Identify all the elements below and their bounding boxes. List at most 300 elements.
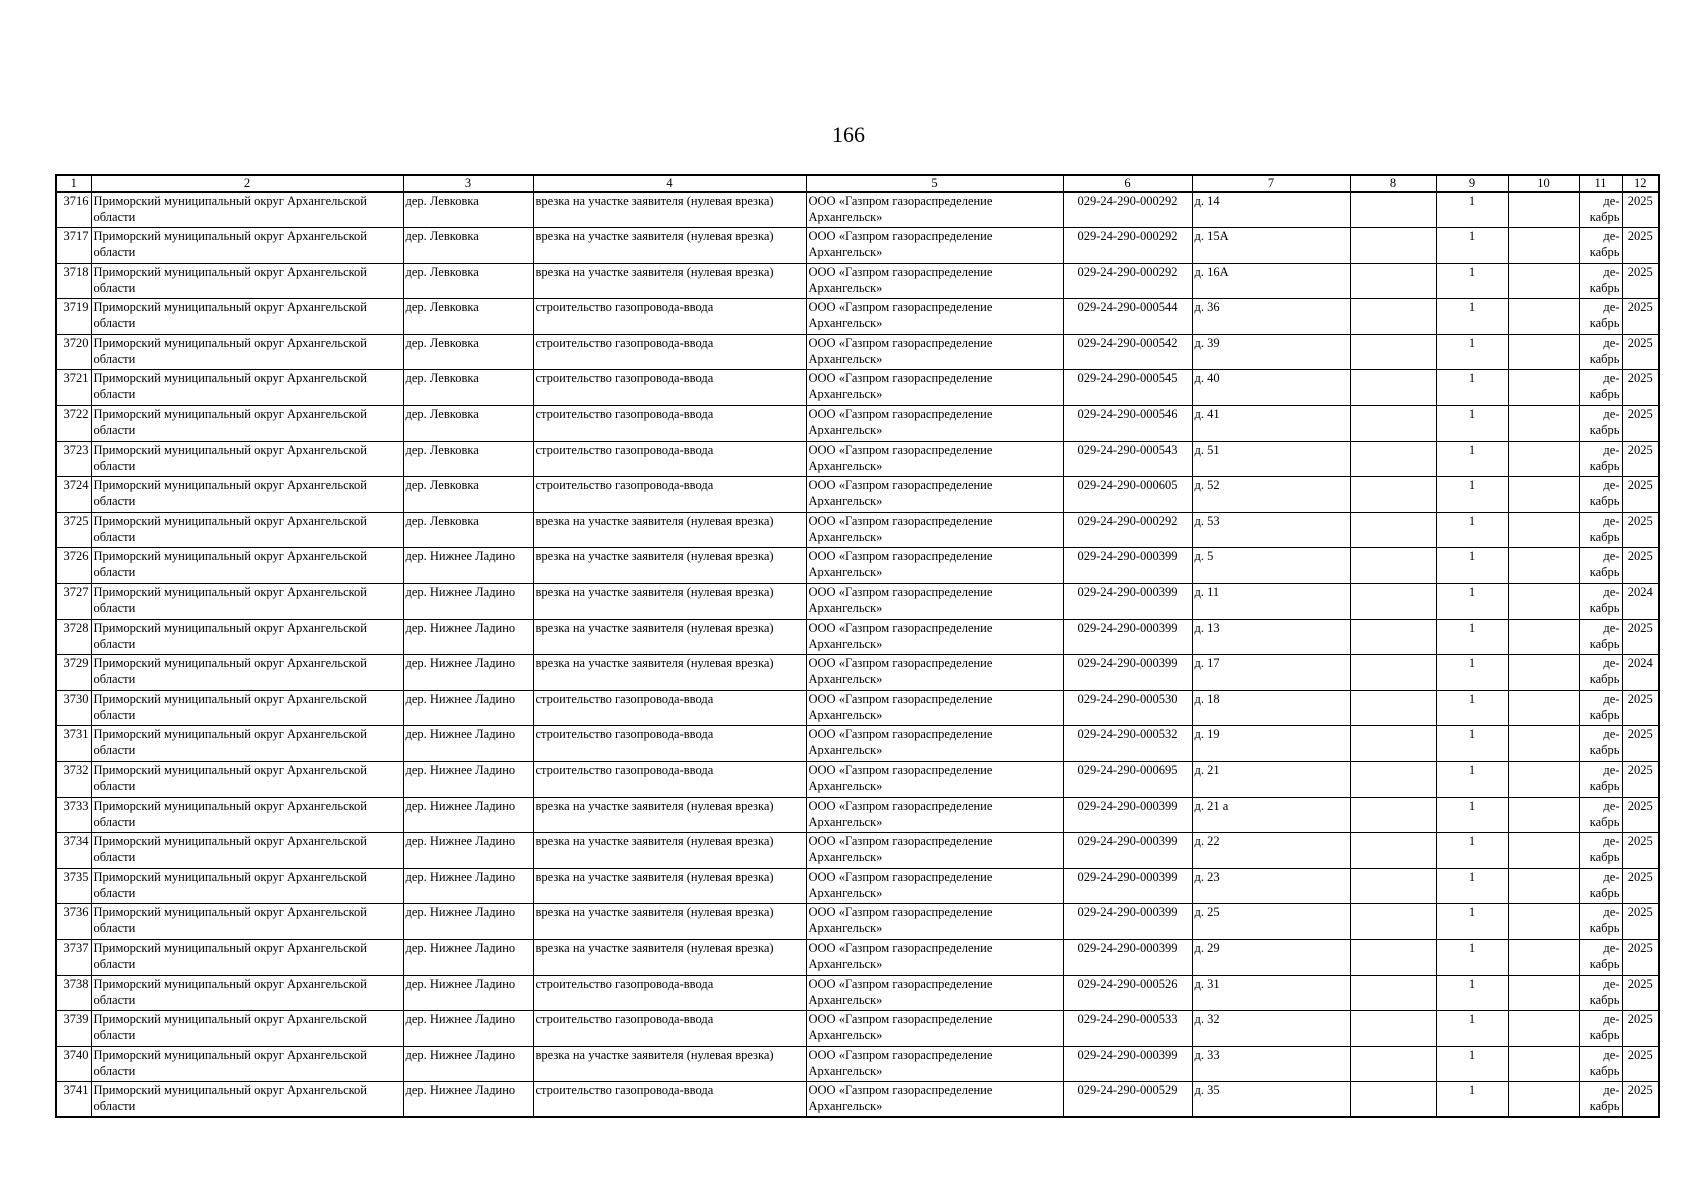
district-cell: Приморский муниципальный округ Архангельской области [91,263,403,299]
settlement-cell: дер. Нижнее Ладино [403,762,533,798]
empty-cell [1508,512,1579,548]
count-cell: 1 [1436,690,1508,726]
organization-cell: ООО «Газпром газораспределение Архангельск» [806,619,1063,655]
count-cell: 1 [1436,512,1508,548]
row-number: 3738 [56,975,91,1011]
organization-cell: ООО «Газпром газораспределение Архангельск» [806,690,1063,726]
table-row [56,370,1659,406]
month-cell: де-кабрь [1579,512,1622,548]
work-type-cell: строительство газопровода-ввода [533,762,806,798]
house-cell: д. 18 [1192,690,1350,726]
organization-cell: ООО «Газпром газораспределение Архангельск» [806,1046,1063,1082]
district-cell: Приморский муниципальный округ Архангельской области [91,228,403,264]
count-cell: 1 [1436,619,1508,655]
year-cell: 2025 [1622,1011,1659,1047]
empty-cell [1350,1011,1436,1047]
settlement-cell: дер. Левковка [403,477,533,513]
work-type-cell: врезка на участке заявителя (нулевая врезка) [533,192,806,228]
settlement-cell: дер. Нижнее Ладино [403,584,533,620]
organization-cell: ООО «Газпром газораспределение Архангельск» [806,299,1063,335]
project-code-cell: 029-24-290-000533 [1063,1011,1192,1047]
work-type-cell: строительство газопровода-ввода [533,1082,806,1118]
empty-cell [1508,477,1579,513]
month-cell: де-кабрь [1579,548,1622,584]
house-cell: д. 13 [1192,619,1350,655]
settlement-cell: дер. Нижнее Ладино [403,1046,533,1082]
project-code-cell: 029-24-290-000399 [1063,904,1192,940]
year-cell: 2025 [1622,904,1659,940]
column-header: 10 [1508,175,1579,192]
count-cell: 1 [1436,192,1508,228]
house-cell: д. 17 [1192,655,1350,691]
work-type-cell: врезка на участке заявителя (нулевая врезка) [533,548,806,584]
table-body [56,192,1659,1117]
empty-cell [1350,441,1436,477]
empty-cell [1508,299,1579,335]
district-cell: Приморский муниципальный округ Архангельской области [91,1011,403,1047]
count-cell: 1 [1436,797,1508,833]
month-cell: де-кабрь [1579,370,1622,406]
project-code-cell: 029-24-290-000529 [1063,1082,1192,1118]
house-cell: д. 41 [1192,406,1350,442]
year-cell: 2025 [1622,192,1659,228]
row-number: 3732 [56,762,91,798]
empty-cell [1508,334,1579,370]
organization-cell: ООО «Газпром газораспределение Архангельск» [806,762,1063,798]
empty-cell [1508,584,1579,620]
row-number: 3729 [56,655,91,691]
house-cell: д. 19 [1192,726,1350,762]
table-row [56,1011,1659,1047]
month-cell: де-кабрь [1579,655,1622,691]
work-type-cell: врезка на участке заявителя (нулевая врезка) [533,904,806,940]
project-code-cell: 029-24-290-000546 [1063,406,1192,442]
project-code-cell: 029-24-290-000399 [1063,1046,1192,1082]
district-cell: Приморский муниципальный округ Архангельской области [91,690,403,726]
year-cell: 2025 [1622,868,1659,904]
project-code-cell: 029-24-290-000399 [1063,619,1192,655]
count-cell: 1 [1436,904,1508,940]
column-header: 11 [1579,175,1622,192]
count-cell: 1 [1436,833,1508,869]
month-cell: де-кабрь [1579,797,1622,833]
register-table [55,174,1660,1118]
district-cell: Приморский муниципальный округ Архангельской области [91,334,403,370]
project-code-cell: 029-24-290-000399 [1063,939,1192,975]
house-cell: д. 51 [1192,441,1350,477]
house-cell: д. 21 [1192,762,1350,798]
empty-cell [1350,548,1436,584]
month-cell: де-кабрь [1579,762,1622,798]
settlement-cell: дер. Левковка [403,441,533,477]
house-cell: д. 5 [1192,548,1350,584]
month-cell: де-кабрь [1579,334,1622,370]
empty-cell [1350,833,1436,869]
project-code-cell: 029-24-290-000695 [1063,762,1192,798]
district-cell: Приморский муниципальный округ Архангельской области [91,975,403,1011]
empty-cell [1350,228,1436,264]
table-row [56,975,1659,1011]
district-cell: Приморский муниципальный округ Архангельской области [91,512,403,548]
organization-cell: ООО «Газпром газораспределение Архангельск» [806,1011,1063,1047]
project-code-cell: 029-24-290-000292 [1063,228,1192,264]
count-cell: 1 [1436,1011,1508,1047]
empty-cell [1350,584,1436,620]
house-cell: д. 22 [1192,833,1350,869]
row-number: 3725 [56,512,91,548]
row-number: 3741 [56,1082,91,1118]
page-number: 166 [832,122,865,147]
work-type-cell: врезка на участке заявителя (нулевая врезка) [533,833,806,869]
settlement-cell: дер. Нижнее Ладино [403,690,533,726]
empty-cell [1350,299,1436,335]
empty-cell [1508,975,1579,1011]
table-row [56,441,1659,477]
row-number: 3722 [56,406,91,442]
count-cell: 1 [1436,939,1508,975]
empty-cell [1508,441,1579,477]
district-cell: Приморский муниципальный округ Архангельской области [91,548,403,584]
district-cell: Приморский муниципальный округ Архангельской области [91,370,403,406]
settlement-cell: дер. Нижнее Ладино [403,1082,533,1118]
work-type-cell: строительство газопровода-ввода [533,406,806,442]
year-cell: 2025 [1622,975,1659,1011]
district-cell: Приморский муниципальный округ Архангельской области [91,1046,403,1082]
empty-cell [1508,548,1579,584]
settlement-cell: дер. Нижнее Ладино [403,726,533,762]
table-row [56,406,1659,442]
table-row [56,477,1659,513]
year-cell: 2025 [1622,548,1659,584]
organization-cell: ООО «Газпром газораспределение Архангельск» [806,406,1063,442]
column-header: 1 [56,175,91,192]
year-cell: 2025 [1622,334,1659,370]
empty-cell [1350,939,1436,975]
year-cell: 2025 [1622,1046,1659,1082]
house-cell: д. 36 [1192,299,1350,335]
house-cell: д. 52 [1192,477,1350,513]
column-number-row [56,175,1659,192]
count-cell: 1 [1436,1082,1508,1118]
count-cell: 1 [1436,299,1508,335]
project-code-cell: 029-24-290-000526 [1063,975,1192,1011]
work-type-cell: строительство газопровода-ввода [533,1011,806,1047]
empty-cell [1350,655,1436,691]
count-cell: 1 [1436,228,1508,264]
project-code-cell: 029-24-290-000399 [1063,797,1192,833]
empty-cell [1508,690,1579,726]
month-cell: де-кабрь [1579,939,1622,975]
year-cell: 2025 [1622,762,1659,798]
project-code-cell: 029-24-290-000399 [1063,548,1192,584]
row-number: 3723 [56,441,91,477]
district-cell: Приморский муниципальный округ Архангельской области [91,726,403,762]
count-cell: 1 [1436,868,1508,904]
year-cell: 2025 [1622,690,1659,726]
district-cell: Приморский муниципальный округ Архангельской области [91,192,403,228]
year-cell: 2025 [1622,726,1659,762]
district-cell: Приморский муниципальный округ Архангельской области [91,477,403,513]
empty-cell [1350,690,1436,726]
work-type-cell: врезка на участке заявителя (нулевая врезка) [533,584,806,620]
year-cell: 2025 [1622,441,1659,477]
house-cell: д. 40 [1192,370,1350,406]
year-cell: 2025 [1622,299,1659,335]
table-row [56,655,1659,691]
count-cell: 1 [1436,548,1508,584]
settlement-cell: дер. Нижнее Ладино [403,975,533,1011]
empty-cell [1508,406,1579,442]
table-row [56,192,1659,228]
organization-cell: ООО «Газпром газораспределение Архангельск» [806,228,1063,264]
table-row [56,584,1659,620]
house-cell: д. 39 [1192,334,1350,370]
settlement-cell: дер. Левковка [403,406,533,442]
column-header: 2 [91,175,403,192]
empty-cell [1508,1082,1579,1118]
project-code-cell: 029-24-290-000292 [1063,512,1192,548]
empty-cell [1508,192,1579,228]
empty-cell [1508,263,1579,299]
empty-cell [1350,762,1436,798]
month-cell: де-кабрь [1579,299,1622,335]
table-row [56,619,1659,655]
month-cell: де-кабрь [1579,263,1622,299]
column-header: 7 [1192,175,1350,192]
project-code-cell: 029-24-290-000543 [1063,441,1192,477]
organization-cell: ООО «Газпром газораспределение Архангельск» [806,334,1063,370]
count-cell: 1 [1436,441,1508,477]
row-number: 3718 [56,263,91,299]
row-number: 3740 [56,1046,91,1082]
house-cell: д. 33 [1192,1046,1350,1082]
row-number: 3728 [56,619,91,655]
empty-cell [1350,406,1436,442]
work-type-cell: врезка на участке заявителя (нулевая врезка) [533,939,806,975]
organization-cell: ООО «Газпром газораспределение Архангельск» [806,370,1063,406]
project-code-cell: 029-24-290-000399 [1063,655,1192,691]
count-cell: 1 [1436,1046,1508,1082]
organization-cell: ООО «Газпром газораспределение Архангельск» [806,263,1063,299]
project-code-cell: 029-24-290-000399 [1063,833,1192,869]
settlement-cell: дер. Левковка [403,263,533,299]
table-row [56,299,1659,335]
empty-cell [1350,1046,1436,1082]
column-header: 4 [533,175,806,192]
house-cell: д. 15А [1192,228,1350,264]
month-cell: де-кабрь [1579,833,1622,869]
work-type-cell: врезка на участке заявителя (нулевая врезка) [533,655,806,691]
empty-cell [1508,762,1579,798]
month-cell: де-кабрь [1579,975,1622,1011]
row-number: 3734 [56,833,91,869]
project-code-cell: 029-24-290-000545 [1063,370,1192,406]
district-cell: Приморский муниципальный округ Архангельской области [91,1082,403,1118]
project-code-cell: 029-24-290-000399 [1063,868,1192,904]
empty-cell [1350,512,1436,548]
row-number: 3733 [56,797,91,833]
district-cell: Приморский муниципальный округ Архангельской области [91,655,403,691]
count-cell: 1 [1436,263,1508,299]
settlement-cell: дер. Левковка [403,299,533,335]
table-row [56,334,1659,370]
year-cell: 2025 [1622,619,1659,655]
house-cell: д. 53 [1192,512,1350,548]
count-cell: 1 [1436,975,1508,1011]
row-number: 3727 [56,584,91,620]
empty-cell [1350,334,1436,370]
organization-cell: ООО «Газпром газораспределение Архангельск» [806,655,1063,691]
work-type-cell: строительство газопровода-ввода [533,299,806,335]
count-cell: 1 [1436,406,1508,442]
organization-cell: ООО «Газпром газораспределение Архангельск» [806,512,1063,548]
house-cell: д. 35 [1192,1082,1350,1118]
organization-cell: ООО «Газпром газораспределение Архангельск» [806,868,1063,904]
empty-cell [1350,904,1436,940]
work-type-cell: врезка на участке заявителя (нулевая врезка) [533,619,806,655]
table-row [56,1082,1659,1118]
empty-cell [1508,833,1579,869]
district-cell: Приморский муниципальный округ Архангельской области [91,762,403,798]
count-cell: 1 [1436,762,1508,798]
row-number: 3739 [56,1011,91,1047]
settlement-cell: дер. Нижнее Ладино [403,868,533,904]
project-code-cell: 029-24-290-000399 [1063,584,1192,620]
year-cell: 2025 [1622,939,1659,975]
work-type-cell: строительство газопровода-ввода [533,726,806,762]
row-number: 3735 [56,868,91,904]
empty-cell [1508,904,1579,940]
house-cell: д. 23 [1192,868,1350,904]
empty-cell [1508,619,1579,655]
month-cell: де-кабрь [1579,726,1622,762]
work-type-cell: врезка на участке заявителя (нулевая врезка) [533,512,806,548]
house-cell: д. 21 а [1192,797,1350,833]
work-type-cell: врезка на участке заявителя (нулевая врезка) [533,868,806,904]
year-cell: 2025 [1622,1082,1659,1118]
project-code-cell: 029-24-290-000542 [1063,334,1192,370]
district-cell: Приморский муниципальный округ Архангельской области [91,619,403,655]
district-cell: Приморский муниципальный округ Архангельской области [91,299,403,335]
district-cell: Приморский муниципальный округ Архангельской области [91,868,403,904]
table-row [56,690,1659,726]
organization-cell: ООО «Газпром газораспределение Архангельск» [806,1082,1063,1118]
district-cell: Приморский муниципальный округ Архангельской области [91,406,403,442]
empty-cell [1508,228,1579,264]
organization-cell: ООО «Газпром газораспределение Архангельск» [806,548,1063,584]
settlement-cell: дер. Нижнее Ладино [403,797,533,833]
organization-cell: ООО «Газпром газораспределение Архангельск» [806,833,1063,869]
row-number: 3726 [56,548,91,584]
organization-cell: ООО «Газпром газораспределение Архангельск» [806,975,1063,1011]
settlement-cell: дер. Нижнее Ладино [403,939,533,975]
settlement-cell: дер. Нижнее Ладино [403,833,533,869]
column-header: 12 [1622,175,1659,192]
count-cell: 1 [1436,584,1508,620]
row-number: 3716 [56,192,91,228]
organization-cell: ООО «Газпром газораспределение Архангельск» [806,441,1063,477]
empty-cell [1350,975,1436,1011]
count-cell: 1 [1436,477,1508,513]
district-cell: Приморский муниципальный округ Архангельской области [91,904,403,940]
row-number: 3720 [56,334,91,370]
settlement-cell: дер. Левковка [403,370,533,406]
month-cell: де-кабрь [1579,690,1622,726]
empty-cell [1508,1011,1579,1047]
house-cell: д. 31 [1192,975,1350,1011]
year-cell: 2025 [1622,406,1659,442]
month-cell: де-кабрь [1579,1046,1622,1082]
row-number: 3731 [56,726,91,762]
house-cell: д. 16А [1192,263,1350,299]
settlement-cell: дер. Нижнее Ладино [403,619,533,655]
month-cell: де-кабрь [1579,477,1622,513]
empty-cell [1350,477,1436,513]
row-number: 3717 [56,228,91,264]
month-cell: де-кабрь [1579,1082,1622,1118]
column-header: 8 [1350,175,1436,192]
year-cell: 2025 [1622,228,1659,264]
month-cell: де-кабрь [1579,904,1622,940]
table-row [56,1046,1659,1082]
house-cell: д. 14 [1192,192,1350,228]
settlement-cell: дер. Левковка [403,228,533,264]
house-cell: д. 29 [1192,939,1350,975]
year-cell: 2024 [1622,584,1659,620]
organization-cell: ООО «Газпром газораспределение Архангельск» [806,192,1063,228]
district-cell: Приморский муниципальный округ Архангельской области [91,584,403,620]
empty-cell [1350,263,1436,299]
settlement-cell: дер. Нижнее Ладино [403,548,533,584]
work-type-cell: строительство газопровода-ввода [533,370,806,406]
house-cell: д. 32 [1192,1011,1350,1047]
table-row [56,512,1659,548]
project-code-cell: 029-24-290-000605 [1063,477,1192,513]
settlement-cell: дер. Левковка [403,192,533,228]
work-type-cell: строительство газопровода-ввода [533,975,806,1011]
work-type-cell: строительство газопровода-ввода [533,334,806,370]
empty-cell [1350,192,1436,228]
table-row [56,939,1659,975]
empty-cell [1508,655,1579,691]
district-cell: Приморский муниципальный округ Архангельской области [91,939,403,975]
district-cell: Приморский муниципальный округ Архангельской области [91,441,403,477]
table-row [56,762,1659,798]
project-code-cell: 029-24-290-000544 [1063,299,1192,335]
work-type-cell: строительство газопровода-ввода [533,477,806,513]
month-cell: де-кабрь [1579,868,1622,904]
month-cell: де-кабрь [1579,228,1622,264]
month-cell: де-кабрь [1579,619,1622,655]
empty-cell [1508,868,1579,904]
table-row [56,904,1659,940]
settlement-cell: дер. Нижнее Ладино [403,904,533,940]
table-row [56,263,1659,299]
project-code-cell: 029-24-290-000292 [1063,263,1192,299]
month-cell: де-кабрь [1579,441,1622,477]
month-cell: де-кабрь [1579,584,1622,620]
row-number: 3730 [56,690,91,726]
count-cell: 1 [1436,334,1508,370]
settlement-cell: дер. Левковка [403,512,533,548]
empty-cell [1350,797,1436,833]
count-cell: 1 [1436,655,1508,691]
column-header: 9 [1436,175,1508,192]
work-type-cell: врезка на участке заявителя (нулевая врезка) [533,797,806,833]
year-cell: 2025 [1622,477,1659,513]
settlement-cell: дер. Нижнее Ладино [403,1011,533,1047]
district-cell: Приморский муниципальный округ Архангельской области [91,833,403,869]
